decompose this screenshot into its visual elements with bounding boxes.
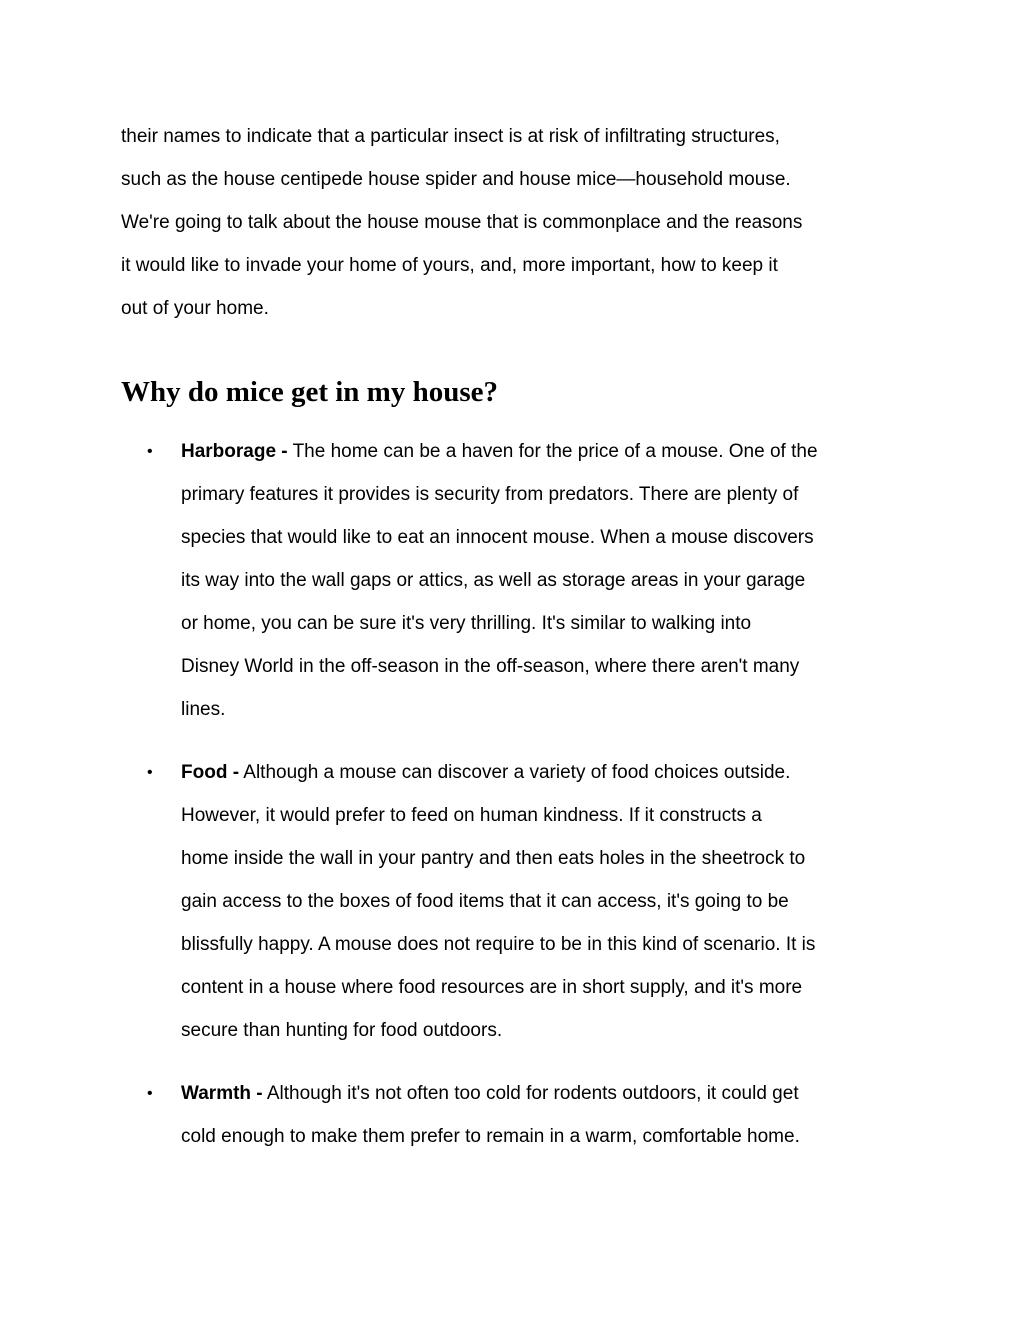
document-page [121,115,911,1178]
section-heading: Why do mice get in my house? [121,376,498,408]
list-item-line: blissfully happy. A mouse does not require to be in this kind of scenario. It is [181,934,816,955]
list-item-line: primary features it provides is security from predators. There are plenty of [181,484,799,505]
list-item-food [121,751,911,1052]
list-item-term: Food - [181,762,240,783]
intro-line: out of your home. [121,298,269,319]
bullet-icon: • [147,1085,153,1102]
list-item-line: secure than hunting for food outdoors. [181,1020,503,1041]
list-item-term: Harborage - [181,441,288,462]
bullet-icon: • [147,764,153,781]
list-item-line: Disney World in the off-season in the off-season, where there aren't many [181,656,800,677]
intro-line: such as the house centipede house spider and house mice—household mouse. [121,169,791,190]
list-item-text: Although it's not often too cold for rodents outdoors, it could get [266,1083,799,1104]
list-item-line: species that would like to eat an innocent mouse. When a mouse discovers [181,527,814,548]
list-item-line: However, it would prefer to feed on human kindness. If it constructs a [181,805,762,826]
list-item-line: content in a house where food resources are in short supply, and it's more [181,977,803,998]
intro-line: their names to indicate that a particular insect is at risk of infiltrating structures, [121,126,780,147]
reasons-list [121,430,911,1158]
bullet-icon: • [147,443,153,460]
list-item-first-line [181,751,911,794]
list-item-first-line [181,1072,911,1115]
list-item-text: Although a mouse can discover a variety of food choices outside. [243,762,791,783]
list-item-line: lines. [181,699,226,720]
list-item-text: The home can be a haven for the price of a mouse. One of the [292,441,818,462]
list-item-line: cold enough to make them prefer to remain in a warm, comfortable home. [181,1126,800,1147]
list-item-term: Warmth - [181,1083,263,1104]
intro-line: it would like to invade your home of yours, and, more important, how to keep it [121,255,778,276]
list-item-line: home inside the wall in your pantry and then eats holes in the sheetrock to [181,848,806,869]
list-item-line: or home, you can be sure it's very thrilling. It's similar to walking into [181,613,752,634]
intro-paragraph [121,115,911,330]
list-item-first-line [181,430,911,473]
list-item-line: gain access to the boxes of food items that it can access, it's going to be [181,891,789,912]
list-item-line: its way into the wall gaps or attics, as well as storage areas in your garage [181,570,806,591]
list-item-harborage [121,430,911,731]
intro-line: We're going to talk about the house mouse that is commonplace and the reasons [121,212,803,233]
list-item-warmth [121,1072,911,1158]
